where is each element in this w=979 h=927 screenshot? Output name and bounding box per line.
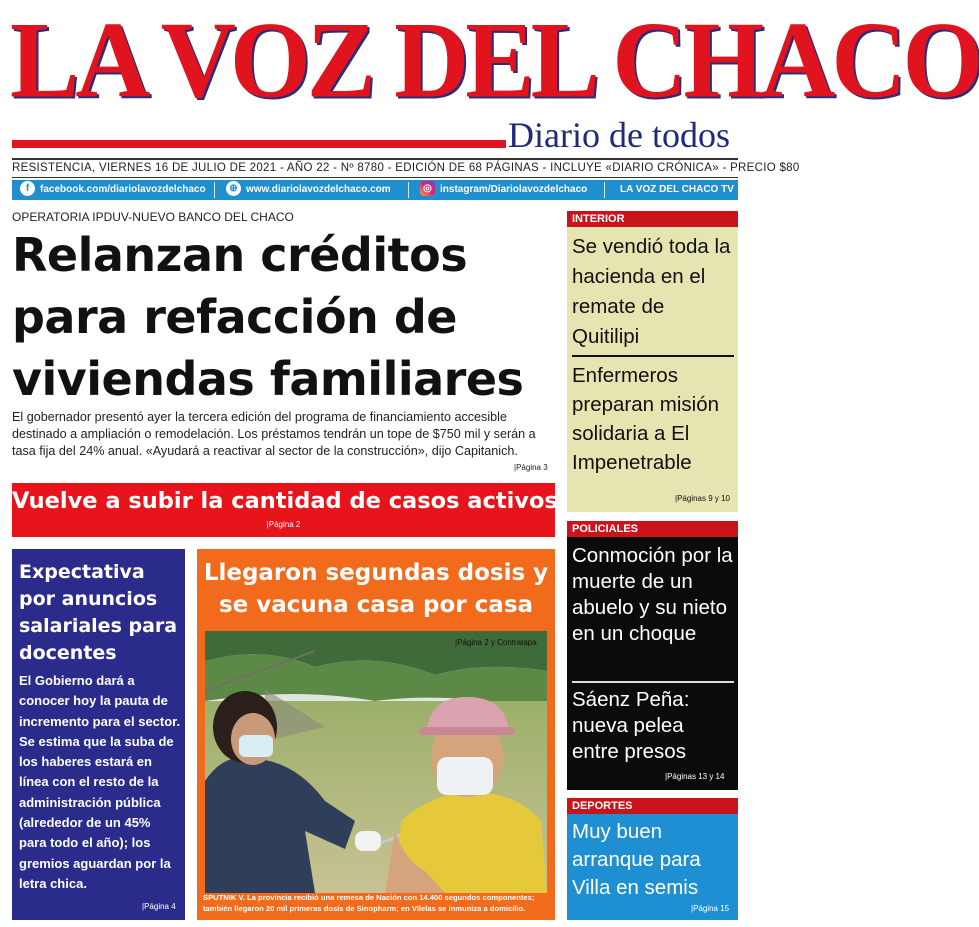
- dateline: RESISTENCIA, VIERNES 16 DE JULIO DE 2021 - AÑO 22 - Nº 8780 - EDICIÓN DE 68 PÁGINAS - INCLUYE «DIARIO CRÓNICA» - PRECIO $80: [12, 162, 800, 174]
- interior-section-label[interactable]: INTERIOR: [567, 211, 738, 227]
- policiales-divider: [572, 681, 734, 683]
- newspaper-logo[interactable]: LA VOZ DEL CHACO: [10, 0, 979, 121]
- facebook-link[interactable]: [20, 180, 206, 200]
- banner-page-ref: |Página 2: [266, 520, 301, 529]
- policiales-section-label[interactable]: POLICIALES: [567, 521, 738, 537]
- tv-link[interactable]: LA VOZ DEL CHACO TV: [620, 184, 734, 195]
- social-bar: [12, 180, 738, 200]
- instagram-icon: ◎: [420, 181, 435, 196]
- interior-story-auction[interactable]: Se vendió toda la hacienda en el remate de Quitilipi: [572, 235, 731, 348]
- deportes-section: [567, 798, 738, 920]
- teachers-body: El Gobierno dará a conocer hoy la pauta de incremento para el sector. Se estima que la suba de los haberes estará en línea con el resto de la administración pública (alrededor de un 45% para todo el año); los gremios aguardan por la letra chica.: [19, 673, 181, 891]
- lead-page-ref: |Página 3: [514, 463, 548, 472]
- lead-body: El gobernador presentó ayer la tercera edición del programa de financiamiento accesible destinado a ampliación o remodelación. Los préstamos tendrán un tope de $750 mil y serán a tasa fija del 24% anual. «Ayudará a reactivar al sector de la construcción», dijo Capitanich.: [12, 410, 536, 458]
- dateline-top-rule: [12, 158, 738, 160]
- dateline-bottom-rule: [12, 177, 738, 178]
- policiales-story-prison-fight[interactable]: Sáenz Peña: nueva pelea entre presos: [572, 688, 690, 763]
- deportes-story-villa[interactable]: Muy buen arranque para Villa en semis: [572, 820, 701, 899]
- newspaper-tagline: Diario de todos: [508, 115, 730, 155]
- policiales-page-ref: |Páginas 13 y 14: [665, 772, 725, 781]
- interior-story-nurses[interactable]: Enfermeros preparan misión solidaria a El Impenetrable: [572, 364, 719, 474]
- facebook-link-label: facebook.com/diariolavozdelchaco: [40, 184, 206, 195]
- interior-page-ref: |Páginas 9 y 10: [675, 494, 731, 503]
- teachers-page-ref: |Página 4: [142, 902, 176, 911]
- interior-section: [567, 211, 738, 512]
- masthead: [0, 0, 979, 174]
- covid-banner[interactable]: [12, 483, 558, 537]
- vaccine-page-ref: |Página 2 y Contratapa: [455, 638, 537, 647]
- facebook-icon: f: [20, 181, 35, 196]
- instagram-link[interactable]: [420, 180, 587, 200]
- lead-kicker: OPERATORIA IPDUV-NUEVO BANCO DEL CHACO: [12, 210, 294, 224]
- vaccine-headline[interactable]: Llegaron segundas dosis y se vacuna casa por casa: [203, 560, 549, 618]
- deportes-page-ref: |Página 15: [691, 904, 730, 913]
- teachers-headline[interactable]: Expectativa por anuncios salariales para docentes: [19, 561, 178, 664]
- website-link-label: www.diariolavozdelchaco.com: [246, 184, 391, 195]
- masthead-red-rule: [12, 140, 506, 148]
- banner-headline[interactable]: Vuelve a subir la cantidad de casos activos: [12, 488, 558, 514]
- social-divider: [214, 182, 215, 198]
- deportes-section-label[interactable]: DEPORTES: [567, 798, 738, 814]
- policiales-story-crash[interactable]: Conmoción por la muerte de un abuelo y su nieto en un choque: [572, 544, 733, 645]
- vaccine-story[interactable]: [197, 549, 555, 920]
- vaccination-photo: [205, 631, 547, 893]
- website-link[interactable]: [226, 180, 391, 200]
- social-divider: [408, 182, 409, 198]
- instagram-link-label: instagram/Diariolavozdelchaco: [440, 184, 588, 195]
- social-divider: [604, 182, 605, 198]
- vaccine-photo-caption: SPUTNIK V. La provincia recibió una remesa de Nación con 14.400 segundos componentes; también llegaron 20 mil primeras dosis de Sinopharm; en Vilelas se inmuniza a domicilio.: [203, 893, 535, 913]
- globe-icon: ⊕: [226, 181, 241, 196]
- policiales-section: [567, 521, 738, 790]
- teachers-salary-story[interactable]: [12, 549, 185, 920]
- lead-headline[interactable]: Relanzan créditos para refacción de viviendas familiares: [12, 228, 524, 406]
- interior-divider: [572, 355, 734, 357]
